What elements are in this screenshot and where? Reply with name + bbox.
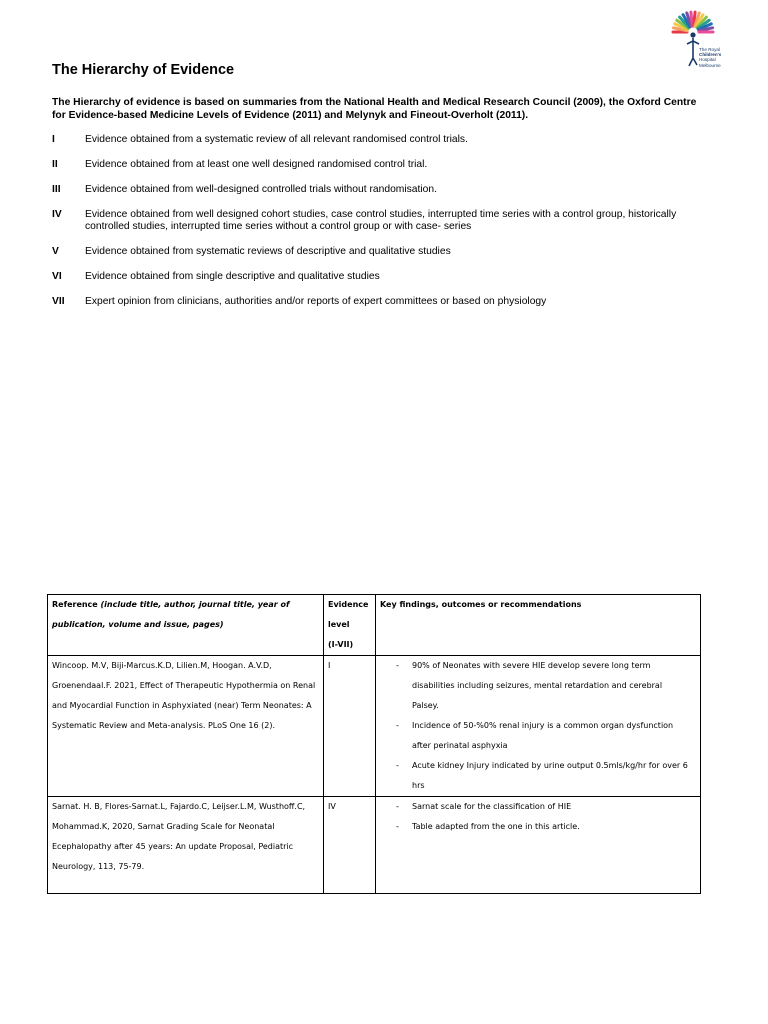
level-description: Evidence obtained from a systematic review of all relevant randomised control trials. — [85, 134, 468, 145]
level-number: IV — [52, 209, 62, 221]
finding-item: - Sarnat scale for the classification of HIE — [396, 802, 572, 811]
evidence-level-item — [52, 134, 722, 146]
page-title: The Hierarchy of Evidence — [52, 62, 235, 78]
level-description: Evidence obtained from well designed cohort studies, case control studies, interrupted time series with a control group, historically controlled studies, interrupted time series without a control group or with case- series — [85, 209, 677, 232]
logo-petal — [691, 12, 692, 26]
evidence-levels-list — [52, 134, 722, 321]
table-row — [48, 797, 701, 894]
header-evidence-level: Evidence level (I-VII) — [324, 595, 376, 656]
finding-item: - 90% of Neonates with severe HIE develop severe long term disabilities including seizures, mental retardation and cerebral Palsey. — [396, 661, 663, 710]
reference-cell: Sarnat. H. B, Flores-Sarnat.L, Fajardo.C, Leijser.L.M, Wusthoff.C, Mohammad.K, 2020, Sarnat Grading Scale for Neonatal Ecephalopathy after 45 years: An update Proposal, Pediatric Neurology, 113, 75-79. — [48, 797, 324, 894]
findings-cell — [376, 656, 701, 797]
reference-cell: Wincoop. M.V, Biji-Marcus.K.D, Lilien.M, Hoogan. A.V.D, Groenendaal.F. 2021, Effect of Therapeutic Hypothermia on Renal and Myocardial Function in Asphyxiated (near) Term Neonates: A Systematic Review and Meta-analysis. PLoS One 16 (2). — [48, 656, 324, 797]
header-key-findings: Key findings, outcomes or recommendations — [376, 595, 701, 656]
level-description: Evidence obtained from single descriptive and qualitative studies — [85, 270, 380, 282]
level-number: III — [52, 184, 61, 196]
level-cell: IV — [324, 797, 376, 894]
level-number: I — [52, 134, 55, 145]
header-reference: Reference (include title, author, journal title, year of publication, volume and issue, pages) — [48, 595, 324, 656]
level-cell: I — [324, 656, 376, 797]
level-number: VI — [52, 270, 62, 282]
table-row — [48, 656, 701, 797]
level-description: Evidence obtained from systematic reviews of descriptive and qualitative studies — [85, 245, 451, 257]
intro-paragraph: The Hierarchy of evidence is based on summaries from the National Health and Medical Research Council (2009), the Oxford Centre for Evidence-based Medicine Levels of Evidence (2011) and Melynyk and Fineout-Overholt (2011). — [52, 97, 697, 121]
level-number: V — [52, 245, 59, 257]
evidence-level-item — [52, 159, 722, 171]
findings-cell — [376, 797, 701, 894]
level-description: Expert opinion from clinicians, authorities and/or reports of expert committees or based on physiology — [85, 296, 547, 308]
logo-wordmark: The Royal Children's Hospital Melbourne — [699, 47, 722, 68]
table-header-row — [48, 595, 701, 656]
level-number: II — [52, 159, 58, 171]
level-description: Evidence obtained from at least one well designed randomised control trial. — [85, 159, 428, 171]
level-description: Evidence obtained from well-designed controlled trials without randomisation. — [85, 184, 437, 196]
evidence-level-item — [52, 296, 722, 308]
evidence-level-item — [52, 246, 722, 258]
level-number: VII — [52, 296, 65, 308]
evidence-level-item — [52, 209, 722, 232]
finding-item: - Acute kidney Injury indicated by urine output 0.5mls/kg/hr for over 6 hrs — [396, 761, 688, 790]
evidence-level-item — [52, 271, 722, 283]
evidence-table — [47, 594, 701, 894]
finding-item: - Incidence of 50-%0% renal injury is a common organ dysfunction after perinatal asphyxia — [396, 721, 674, 750]
evidence-level-item — [52, 184, 722, 196]
finding-item: - Table adapted from the one in this article. — [396, 822, 580, 831]
